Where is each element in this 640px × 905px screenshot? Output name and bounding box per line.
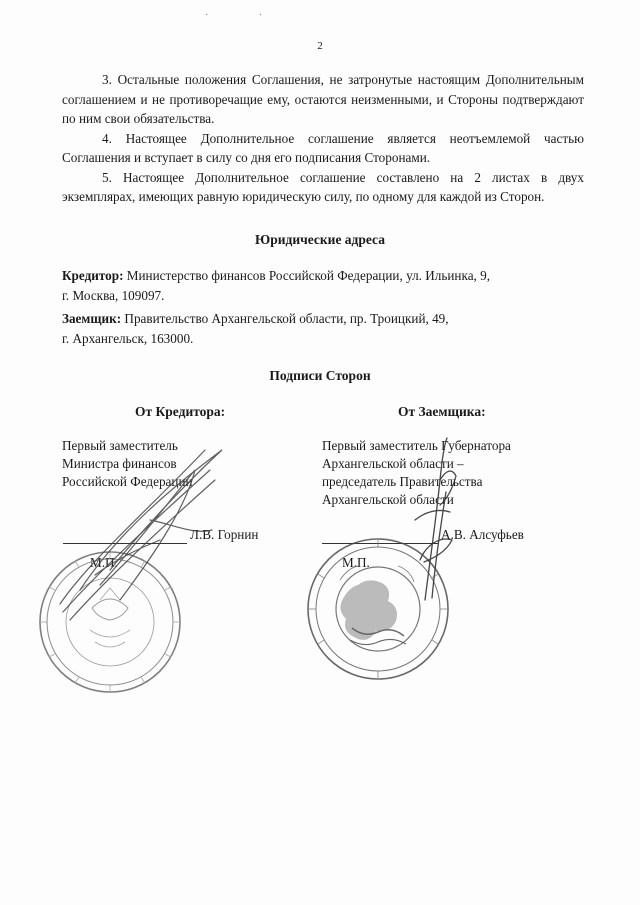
borrower-official-seal (308, 539, 448, 679)
borrower-signatory-name: А.В. Алсуфьев (441, 527, 524, 542)
borrower-address-line2: г. Архангельск, 163000. (62, 330, 194, 346)
creditor-position-line: Министра финансов (62, 456, 177, 471)
borrower-heading: От Заемщика: (398, 404, 486, 419)
document-body (62, 70, 584, 207)
creditor-official-seal (40, 552, 180, 692)
creditor-heading: От Кредитора: (135, 404, 226, 419)
creditor-label: Кредитор: (62, 268, 124, 283)
signatures-title: Подписи Сторон (269, 368, 371, 383)
borrower-position-line: председатель Правительства (322, 474, 483, 489)
creditor-position-line: Российской Федерации (62, 474, 193, 489)
borrower-label: Заемщик: (62, 311, 122, 326)
creditor-stamp-label: М.П. (90, 555, 118, 570)
creditor-address-line1: Министерство финансов Российской Федерации, ул. Ильинка, 9, (126, 268, 491, 283)
creditor-address-line2: г. Москва, 109097. (62, 287, 165, 303)
creditor-address (62, 266, 582, 305)
addresses-title: Юридические адреса (255, 232, 385, 247)
borrower-position-line: Архангельской области (322, 492, 454, 507)
paragraph-3: 3. Остальные положения Соглашения, не затронутые настоящим Дополнительным соглашением и не противоречащие ему, остаются неизменными, и Стороны подтверждают по ним свои обязательства. (62, 72, 584, 126)
borrower-signatory-position (322, 437, 511, 509)
paragraph-4: 4. Настоящее Дополнительное соглашение является неотъемлемой частью Соглашения и вступает в силу со дня его подписания Сторонами. (62, 130, 584, 165)
borrower-stamp-label: М.П. (342, 555, 370, 570)
creditor-signatory-position (62, 437, 193, 491)
creditor-signatory-name: Л.В. Горнин (190, 527, 259, 542)
borrower-position-line: Первый заместитель Губернатора (322, 438, 511, 453)
creditor-signature-line (63, 543, 187, 544)
borrower-address-line1: Правительство Архангельской области, пр. Троицкий, 49, (124, 311, 449, 326)
creditor-position-line: Первый заместитель (62, 438, 178, 453)
borrower-position-line: Архангельской области – (322, 456, 464, 471)
scan-marks: · · (205, 10, 287, 21)
borrower-address (62, 309, 582, 348)
paragraph-5: 5. Настоящее Дополнительное соглашение составлено на 2 листах в двух экземплярах, имеющих равную юридическую силу, по одному для каждой из Сторон. (62, 169, 584, 204)
borrower-signature-line (322, 543, 438, 544)
page-number: 2 (317, 40, 323, 52)
